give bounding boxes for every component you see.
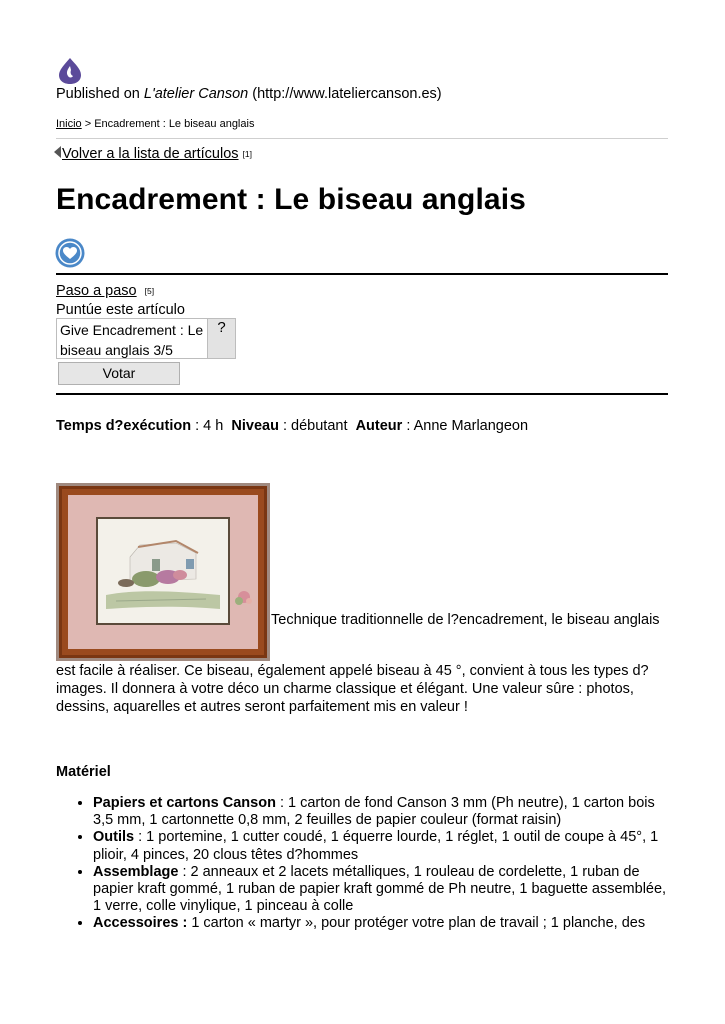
intro-inline-text: Technique traditionnelle de l?encadrement, le biseau anglais [271, 612, 660, 628]
intro-paragraph: est facile à réaliser. Ce biseau, également appelé biseau à 45 °, convient à tous les types d?images. Il donnera à votre déco un charme classique et élégant. Une valeur sûre : photos, dessins, aquarelles et autres seront parfaitement mis en valeur ! [56, 663, 649, 715]
material-text: : 2 anneaux et 2 lacets métalliques, 1 rouleau de cordelette, 1 ruban de papier kraft gommé, 1 ruban de papier kraft gommé de Ph neutre, 1 baguette assemblée, 1 verre, colle vinylique, 1 pinceau à colle [93, 863, 667, 915]
material-text: : 1 portemine, 1 cutter coudé, 1 équerre lourde, 1 réglet, 1 outil de coupe à 45°, 1 plioir, 4 pinces, 20 clous têtes d?hommes [93, 829, 659, 863]
rating-select-value[interactable]: Give Encadrement : Le biseau anglais 3/5 [57, 319, 207, 358]
breadcrumb-trail: > Encadrement : Le biseau anglais [81, 118, 255, 130]
heart-icon[interactable] [55, 238, 85, 268]
header-divider [56, 138, 668, 139]
canson-logo-icon [57, 57, 83, 85]
rating-help-icon[interactable]: ? [207, 319, 235, 358]
article-meta [56, 418, 528, 434]
framed-watercolor-image [56, 483, 270, 661]
material-label: Accessoires : [93, 915, 188, 932]
category-ref: [5] [144, 286, 155, 297]
author-value: : Anne Marlangeon [402, 418, 529, 434]
materials-list [56, 795, 676, 933]
material-label: Papiers et cartons Canson [93, 795, 276, 811]
material-label: Assemblage [93, 863, 179, 880]
list-item [93, 795, 676, 829]
back-link-label[interactable]: Volver a la lista de artículos [62, 146, 239, 162]
material-text: : 1 carton de fond Canson 3 mm (Ph neutre), 1 carton bois 3,5 mm, 1 cartonnette 0,8 mm, 2 feuilles de papier couleur (format raisin) [93, 795, 655, 829]
published-line [56, 86, 442, 102]
time-label: Temps d?exécution [56, 418, 192, 434]
rating-prompt: Puntúe este artículo [56, 302, 185, 318]
back-link-ref: [1] [242, 149, 252, 159]
material-text: 1 carton « martyr », pour protéger votre plan de travail ; 1 planche, des [187, 915, 646, 932]
breadcrumb [56, 118, 254, 130]
author-label: Auteur [355, 418, 403, 434]
back-to-list[interactable] [54, 146, 252, 162]
list-item [93, 915, 676, 932]
material-label: Outils [93, 829, 135, 846]
list-item [93, 864, 676, 916]
breadcrumb-home-link[interactable]: Inicio [56, 118, 82, 130]
category-line [56, 283, 154, 299]
vote-button[interactable]: Votar [58, 362, 180, 385]
materials-heading: Matériel [56, 764, 111, 780]
site-name: L'atelier Canson [143, 86, 249, 102]
section-divider-bottom [56, 393, 668, 395]
site-url[interactable]: (http://www.lateliercanson.es) [252, 86, 442, 102]
list-item [93, 829, 676, 863]
section-divider-top [56, 273, 668, 275]
page-title: Encadrement : Le biseau anglais [56, 183, 526, 216]
time-value: : 4 h [191, 418, 224, 434]
published-prefix: Published on [56, 86, 144, 102]
category-link[interactable]: Paso a paso [56, 283, 137, 299]
level-label: Niveau [231, 418, 279, 434]
rating-select[interactable] [56, 318, 236, 359]
level-value: : débutant [278, 418, 348, 434]
arrow-left-icon [54, 146, 61, 158]
